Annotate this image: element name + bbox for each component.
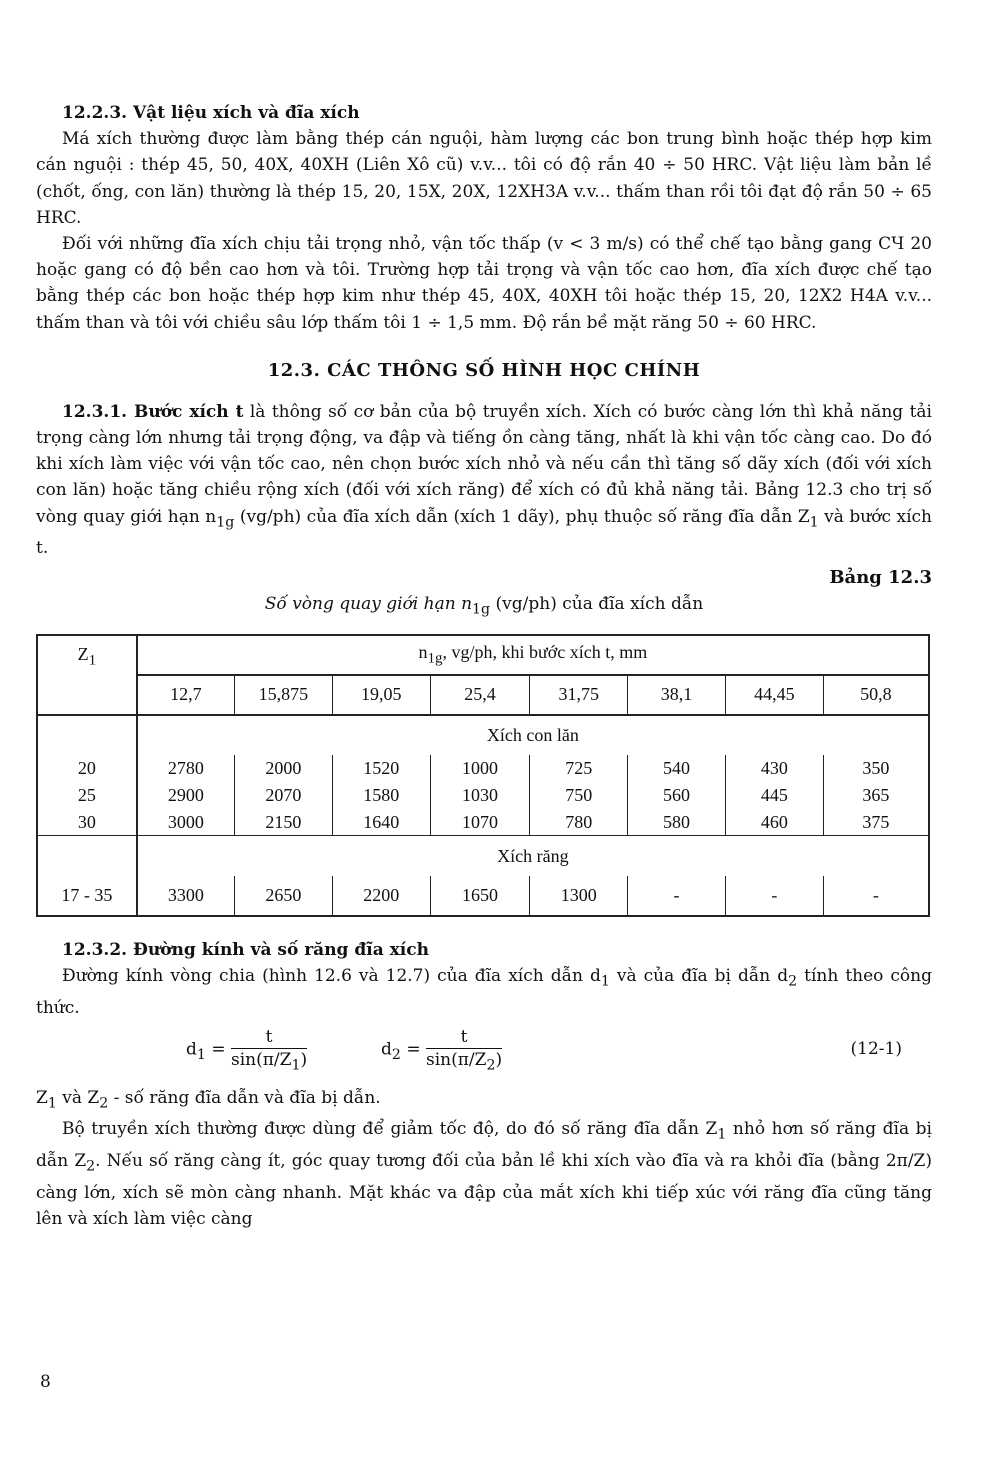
value-cell: 365 <box>862 784 890 805</box>
value-cell: 2000 <box>234 755 332 782</box>
text: Đường kính vòng chia (hình 12.6 và 12.7) của đĩa xích dẫn d <box>62 966 601 987</box>
subscript: 1 <box>88 652 97 669</box>
table-row <box>37 809 929 836</box>
fraction <box>426 1027 502 1073</box>
text: sin(π/Z <box>425 1049 487 1070</box>
table-12-3 <box>36 634 930 917</box>
numerator: t <box>231 1027 307 1049</box>
paragraph <box>36 1116 932 1232</box>
value-cell: 460 <box>725 809 823 836</box>
subscript: 2 <box>486 1057 496 1074</box>
subscript: 1 <box>291 1057 301 1074</box>
z-cell: 20 <box>37 755 137 782</box>
value-cell: 780 <box>530 809 628 836</box>
formula-d2 <box>381 1027 502 1073</box>
text: ) <box>300 1049 308 1070</box>
equals: = <box>211 1039 226 1060</box>
page-content <box>36 100 932 1232</box>
text: và bước xích t. <box>36 506 932 559</box>
pitch-cell: 19,05 <box>332 675 430 715</box>
subscript: 1g <box>216 514 235 531</box>
formula-d1 <box>186 1027 307 1073</box>
table-reference: Bảng 12.3 <box>829 567 932 589</box>
pitch-row <box>37 675 929 715</box>
value-cell: 375 <box>862 811 890 832</box>
page-number: 8 <box>40 1372 51 1392</box>
paragraph-12-3-1 <box>36 399 932 562</box>
value-cell: - <box>725 876 823 916</box>
text: và của đĩa bị dẫn d <box>609 966 789 987</box>
caption-italic: Số vòng quay giới hạn n <box>264 594 473 615</box>
value-cell: 350 <box>862 757 890 778</box>
subscript: 1 <box>809 514 819 531</box>
table-row <box>37 782 929 809</box>
paragraph: Đối với những đĩa xích chịu tải trọng nhỏ, vận tốc thấp (v < 3 m/s) có thể chế tạo bằng gang СЧ 20 hoặc gang có độ bền cao hơn và tôi. Trường hợp tải trọng và vận tốc cao hơn, đĩa xích được chế tạo bằng thép các bon hoặc thép hợp kim như thép 45, 40X, 40XH tôi hoặc thép 15, 20, 12X2 H4A v.v... thấm than và tôi với chiều sâu lớp thấm tôi 1 ÷ 1,5 mm. Độ rắn bề mặt răng 50 ÷ 60 HRC. <box>36 234 932 333</box>
pitch-cell: 38,1 <box>628 675 726 715</box>
value-cell: 3000 <box>137 809 235 836</box>
value-cell: 725 <box>530 755 628 782</box>
text: sin(π/Z <box>230 1049 292 1070</box>
caption-text: (vg/ph) của đĩa xích dẫn <box>490 594 704 615</box>
value-cell: 3300 <box>137 876 235 916</box>
value-cell: 1650 <box>430 876 530 916</box>
z-cell-empty <box>37 836 137 876</box>
value-cell: 2070 <box>234 782 332 809</box>
text: - số răng đĩa dẫn và đĩa bị dẫn. <box>108 1087 381 1108</box>
section-title-12-3: 12.3. CÁC THÔNG SỐ HÌNH HỌC CHÍNH <box>267 359 701 381</box>
value-cell: - <box>872 884 879 905</box>
fraction <box>231 1027 307 1073</box>
value-cell: - <box>628 876 726 916</box>
denominator <box>426 1049 502 1073</box>
value-cell: 1640 <box>332 809 430 836</box>
subscript: 2 <box>99 1095 109 1112</box>
text: , vg/ph, khi bước xích t, mm <box>442 642 648 663</box>
value-cell: 580 <box>628 809 726 836</box>
paragraph-intro <box>36 963 932 1021</box>
text: nhỏ hơn số răng đĩa bị dẫn Z <box>36 1119 932 1172</box>
denominator <box>231 1049 307 1073</box>
table-row <box>37 876 929 916</box>
section-heading-12-3-2: 12.3.2. Đường kính và số răng đĩa xích <box>62 939 429 960</box>
text: Z <box>77 643 89 664</box>
pitch-cell: 44,45 <box>725 675 823 715</box>
formula-12-1 <box>36 1027 932 1079</box>
definition-line <box>36 1085 932 1117</box>
header-z1 <box>37 635 137 715</box>
value-cell: 1000 <box>430 755 530 782</box>
table-caption <box>36 594 932 617</box>
value-cell: 2780 <box>137 755 235 782</box>
subscript: 1 <box>717 1126 727 1143</box>
value-cell: 750 <box>530 782 628 809</box>
section-heading-12-2-3: 12.2.3. Vật liệu xích và đĩa xích <box>62 103 360 123</box>
pitch-cell: 50,8 <box>860 684 892 705</box>
value-cell: 1300 <box>530 876 628 916</box>
pitch-cell: 15,875 <box>234 675 332 715</box>
subscript: 1g <box>427 650 443 667</box>
pitch-cell: 31,75 <box>530 675 628 715</box>
value-cell: 1070 <box>430 809 530 836</box>
text: tính theo công thức. <box>36 966 933 1018</box>
z-cell-empty <box>37 715 137 755</box>
z-cell: 17 - 35 <box>37 876 137 916</box>
paragraph: Má xích thường được làm bằng thép cán nguội, hàm lượng các bon trung bình hoặc thép hợp kim cán nguội : thép 45, 50, 40X, 40XH (Liên Xô cũ) v.v... tôi có độ rắn 40 ÷ 50 HRC. Vật liệu làm bản lề (chốt, ống, con lăn) thường là thép 15, 20, 15X, 20X, 12XH3A v.v... thấm than rồi tôi đạt độ rắn 50 ÷ 65 HRC. <box>36 129 932 228</box>
symbol: d <box>381 1039 392 1060</box>
value-cell: 540 <box>628 755 726 782</box>
text: ) <box>495 1049 503 1070</box>
group-label-roller: Xích con lăn <box>486 724 579 745</box>
text: (vg/ph) của đĩa xích dẫn (xích 1 dãy), phụ thuộc số răng đĩa dẫn Z <box>234 506 810 527</box>
z-cell: 25 <box>37 782 137 809</box>
text: Z <box>36 1087 48 1108</box>
value-cell: 445 <box>725 782 823 809</box>
subscript: 2 <box>391 1046 401 1063</box>
subscript: 1 <box>196 1046 206 1063</box>
z-cell: 30 <box>37 809 137 836</box>
numerator: t <box>426 1027 502 1049</box>
subscript: 1 <box>47 1095 57 1112</box>
pitch-cell: 12,7 <box>137 675 235 715</box>
value-cell: 1520 <box>332 755 430 782</box>
subscript: 2 <box>86 1158 96 1175</box>
text: và Z <box>56 1087 100 1108</box>
subscript: 2 <box>788 973 798 990</box>
group-label-tooth: Xích răng <box>497 845 569 866</box>
pitch-cell: 25,4 <box>430 675 530 715</box>
section-heading-12-3-1: 12.3.1. Bước xích t <box>62 401 244 422</box>
value-cell: 430 <box>725 755 823 782</box>
value-cell: 2150 <box>234 809 332 836</box>
value-cell: 2900 <box>137 782 235 809</box>
text: Bộ truyền xích thường được dùng để giảm tốc độ, do đó số răng đĩa dẫn Z <box>62 1119 718 1140</box>
value-cell: 2650 <box>234 876 332 916</box>
header-n1g <box>137 635 929 675</box>
value-cell: 560 <box>628 782 726 809</box>
value-cell: 2200 <box>332 876 430 916</box>
subscript: 1 <box>600 973 610 990</box>
symbol: d <box>186 1039 197 1060</box>
text: . Nếu số răng càng ít, góc quay tương đối của bản lề khi xích vào đĩa và ra khỏi đĩa (bằng 2π/Z) càng lớn, xích sẽ mòn càng nhanh. Mặt khác va đập của mắt xích khi tiếp xúc với răng đĩa cũng tăng lên và xích làm việc càng <box>36 1151 932 1229</box>
equals: = <box>406 1039 421 1060</box>
table-row <box>37 755 929 782</box>
value-cell: 1580 <box>332 782 430 809</box>
value-cell: 1030 <box>430 782 530 809</box>
text: là thông số cơ bản của bộ truyền xích. Xích có bước càng lớn thì khả năng tải trọng càng lớn nhưng tải trọng động, va đập và tiếng ồn càng tăng, nhất là khi vận tốc càng cao. Do đó khi xích làm việc với vận tốc cao, nên chọn bước xích nhỏ và nếu cần thì tăng số dãy xích (đối với xích con lăn) hoặc tăng chiều rộng xích (đối với xích răng) để xích có đủ khả năng tải. Bảng 12.3 cho trị số vòng quay giới hạn n <box>36 401 932 527</box>
text: n <box>418 642 428 663</box>
formula-number: (12-1) <box>850 1038 902 1059</box>
subscript: 1g <box>472 601 491 618</box>
